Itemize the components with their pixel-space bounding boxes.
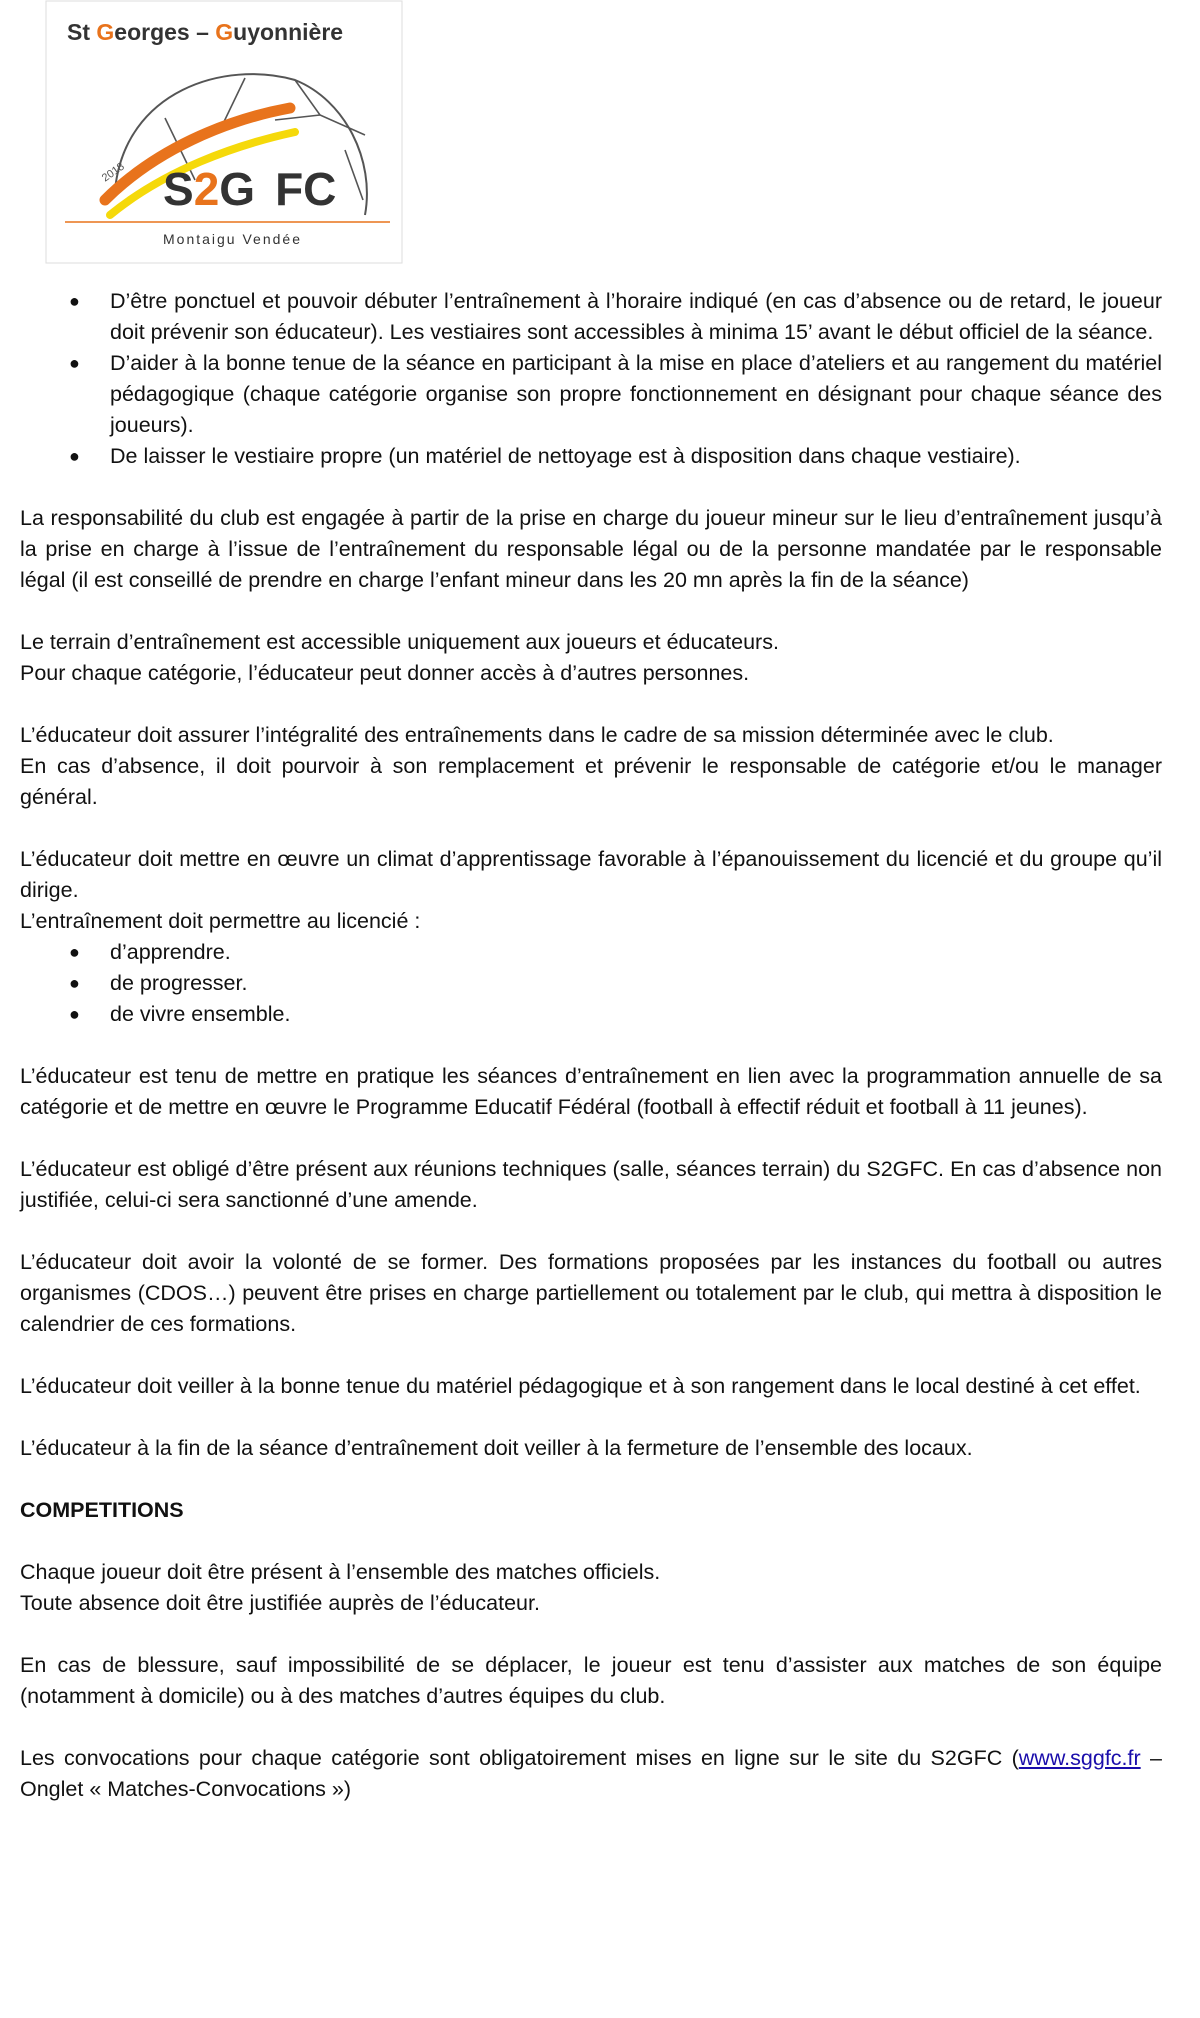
logo-location: Montaigu Vendée	[163, 231, 302, 247]
paragraph-programmation: L’éducateur est tenu de mettre en pratique les séances d’entraînement en lien avec la programmation annuelle de sa catégorie et de mettre en œuvre le Programme Educatif Fédéral (football à effectif réduit et football à 11 jeunes).	[20, 1064, 1162, 1119]
logo-year: 2018	[99, 160, 127, 185]
paragraph-matches: Chaque joueur doit être présent à l’ensemble des matches officiels. Toute absence doit être justifiée auprès de l’éducateur.	[20, 1560, 661, 1615]
logo-title: St Georges – Guyonnière	[67, 19, 344, 45]
paragraph-responsabilite: La responsabilité du club est engagée à partir de la prise en charge du joueur mineur sur le lieu d’entraînement jusqu’à la prise en charge à l’issue de l’entraînement du responsable légal ou de la personne mandatée par le responsable légal (il est conseillé de prendre en charge l’enfant mineur dans les 20 mn après la fin de la séance)	[20, 506, 1162, 592]
paragraph-terrain: Le terrain d’entraînement est accessible uniquement aux joueurs et éducateurs. Pour chaque catégorie, l’éducateur peut donner accès à d’autres personnes.	[20, 630, 779, 685]
club-logo-graphic	[45, 0, 405, 265]
paragraph-former: L’éducateur doit avoir la volonté de se former. Des formations proposées par les instances du football ou autres organismes (CDOS…) peuvent être prises en charge partiellement ou totalement par le club, qui mettra à disposition le calendrier de ces formations.	[20, 1250, 1162, 1336]
bullet-icon: ●	[69, 291, 80, 311]
permettre-list	[20, 937, 1162, 1030]
paragraph-materiel: L’éducateur doit veiller à la bonne tenue du matériel pédagogique et à son rangement dans le local destiné à cet effet.	[20, 1374, 1141, 1398]
document-body	[20, 286, 1162, 1836]
bullet-icon: ●	[69, 942, 80, 962]
list-item: ● d’apprendre.	[20, 937, 1162, 968]
bullet-icon: ●	[69, 446, 80, 466]
list-item: ● de progresser.	[20, 968, 1162, 999]
bullet-icon: ●	[69, 973, 80, 993]
paragraph-fermeture: L’éducateur à la fin de la séance d’entraînement doit veiller à la fermeture de l’ensemble des locaux.	[20, 1436, 973, 1460]
paragraph-blessure: En cas de blessure, sauf impossibilité de se déplacer, le joueur est tenu d’assister aux matches de son équipe (notamment à domicile) ou à des matches d’autres équipes du club.	[20, 1653, 1162, 1708]
list-item: ● D’aider à la bonne tenue de la séance en participant à la mise en place d’ateliers et au rangement du matériel pédagogique (chaque catégorie organise son propre fonctionnement en désignant pour chaque séance des joueurs).	[20, 348, 1162, 441]
section-heading-competitions: COMPETITIONS	[20, 1498, 184, 1522]
training-obligations-list	[20, 286, 1162, 472]
logo-brand: S2G FC	[163, 163, 337, 215]
paragraph-climat: L’éducateur doit mettre en œuvre un climat d’apprentissage favorable à l’épanouissement du licencié et du groupe qu’il dirige. L’entraînement doit permettre au licencié :	[20, 847, 1162, 933]
club-logo	[45, 0, 405, 265]
paragraph-reunions: L’éducateur est obligé d’être présent aux réunions techniques (salle, séances terrain) du S2GFC. En cas d’absence non justifiée, celui-ci sera sanctionné d’une amende.	[20, 1157, 1162, 1212]
bullet-icon: ●	[69, 1004, 80, 1024]
paragraph-integralite: L’éducateur doit assurer l’intégralité des entraînements dans le cadre de sa mission déterminée avec le club. En cas d’absence, il doit pourvoir à son remplacement et prévenir le responsable de catégorie et/ou le manager général.	[20, 723, 1162, 809]
paragraph-convocations: Les convocations pour chaque catégorie sont obligatoirement mises en ligne sur le site du S2GFC (www.sggfc.fr – Onglet « Matches-Convocations »)	[20, 1746, 1162, 1801]
list-item: ● De laisser le vestiaire propre (un matériel de nettoyage est à disposition dans chaque vestiaire).	[20, 441, 1162, 472]
list-item: ● de vivre ensemble.	[20, 999, 1162, 1030]
list-item: ● D’être ponctuel et pouvoir débuter l’entraînement à l’horaire indiqué (en cas d’absence ou de retard, le joueur doit prévenir son éducateur). Les vestiaires sont accessibles à minima 15’ avant le début officiel de la séance.	[20, 286, 1162, 348]
sggfc-website-link[interactable]: www.sggfc.fr	[1018, 1746, 1141, 1770]
bullet-icon: ●	[69, 353, 80, 373]
